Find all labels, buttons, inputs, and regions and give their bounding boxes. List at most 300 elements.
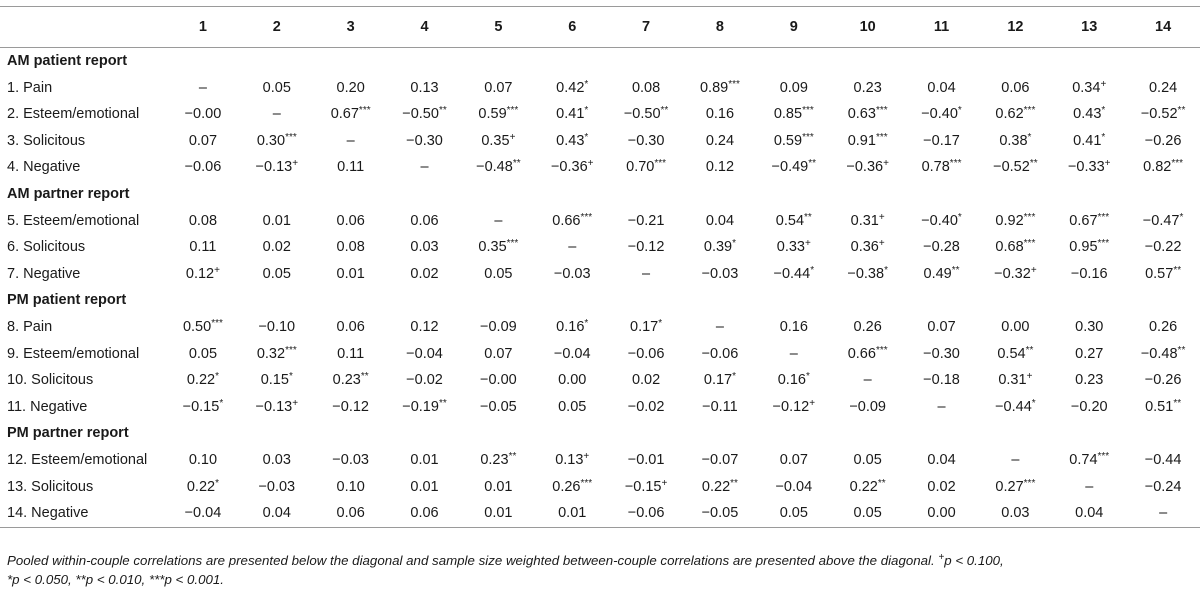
column-header-7: 7: [609, 7, 683, 48]
correlation-value: −0.13: [255, 159, 293, 176]
significance-marker: **: [808, 158, 817, 170]
row-label: 1. Pain: [7, 79, 53, 96]
correlation-cell: [166, 261, 240, 288]
correlation-cell: [240, 367, 314, 394]
correlation-value: 0.54: [775, 212, 805, 229]
correlation-cell: [1126, 128, 1200, 155]
correlation-cell: [978, 367, 1052, 394]
significance-marker: ***: [1023, 238, 1036, 250]
significance-marker: +: [509, 131, 516, 143]
correlation-value: −0.48: [476, 159, 513, 176]
significance-marker: **: [1029, 158, 1038, 170]
correlation-value: 0.06: [336, 505, 365, 522]
correlation-cell: [1052, 447, 1126, 474]
correlation-value: –: [863, 372, 872, 389]
correlation-cell: [609, 234, 683, 261]
section-title: AM patient report: [7, 53, 128, 69]
correlation-cell: [388, 101, 462, 128]
table-row: [0, 314, 1200, 341]
correlation-cell: [166, 394, 240, 421]
correlation-value: 0.02: [410, 265, 439, 282]
correlation-cell: [166, 208, 240, 235]
correlation-cell: [388, 314, 462, 341]
correlation-cell: [535, 75, 609, 102]
correlation-value: 0.03: [1001, 505, 1030, 522]
correlation-value: 0.05: [484, 265, 513, 282]
correlation-cell: [535, 341, 609, 368]
correlation-value: −0.13: [255, 398, 293, 415]
correlation-value: −0.26: [1144, 132, 1182, 149]
correlation-value: −0.21: [627, 212, 665, 229]
correlation-value: 0.91: [847, 132, 876, 149]
correlation-value: 0.03: [410, 239, 439, 256]
correlation-value: 0.92: [995, 212, 1024, 229]
correlation-value: 0.35: [478, 239, 507, 256]
significance-marker: ***: [1023, 105, 1036, 117]
correlation-cell: [388, 154, 462, 181]
column-header-4: 4: [388, 7, 462, 48]
significance-marker: +: [587, 158, 594, 170]
correlation-value: –: [642, 265, 651, 282]
correlation-value: −0.40: [921, 212, 958, 229]
table-row: [0, 394, 1200, 421]
significance-marker: *: [884, 264, 888, 276]
correlation-cell: [1052, 394, 1126, 421]
correlation-value: −0.03: [258, 478, 296, 495]
significance-marker: **: [1173, 264, 1182, 276]
correlation-value: −0.01: [627, 451, 665, 468]
correlation-cell: [978, 75, 1052, 102]
significance-marker: ***: [1097, 450, 1110, 462]
correlation-value: 0.06: [410, 505, 439, 522]
correlation-value: 0.11: [189, 239, 217, 256]
correlation-cell: [388, 261, 462, 288]
correlation-value: –: [1085, 478, 1094, 495]
correlation-value: 0.05: [853, 505, 882, 522]
row-label: 2. Esteem/emotional: [7, 106, 140, 123]
correlation-value: 0.41: [556, 106, 585, 123]
correlation-cell: [831, 447, 905, 474]
correlation-value: −0.12: [332, 398, 369, 415]
correlation-value: –: [1011, 451, 1020, 468]
correlation-value: 0.23: [853, 79, 882, 96]
table-row: [0, 447, 1200, 474]
correlation-value: −0.24: [1144, 478, 1182, 495]
significance-marker: *: [658, 317, 663, 329]
correlation-cell: [609, 314, 683, 341]
correlation-value: 0.06: [336, 212, 365, 229]
table-body: [0, 48, 1200, 528]
correlation-cell: [314, 75, 388, 102]
correlation-cell: [1052, 75, 1126, 102]
correlation-value: 0.24: [1148, 79, 1178, 96]
correlation-value: 0.07: [188, 132, 218, 149]
significance-marker: *: [288, 371, 293, 383]
significance-marker: **: [951, 264, 960, 276]
correlation-value: 0.11: [337, 345, 365, 362]
correlation-value: –: [937, 398, 946, 415]
correlation-value: 0.05: [188, 345, 218, 362]
correlation-value: –: [1159, 505, 1168, 522]
correlation-value: −0.12: [627, 239, 665, 256]
correlation-value: 0.07: [484, 79, 513, 96]
correlation-value: 0.34: [1072, 79, 1101, 96]
correlation-cell: [683, 394, 757, 421]
correlation-cell: [1052, 154, 1126, 181]
correlation-value: −0.15: [182, 398, 220, 415]
significance-marker: ***: [285, 344, 297, 356]
correlation-cell: [683, 500, 757, 527]
correlation-cell: [1126, 101, 1200, 128]
significance-marker: ***: [358, 105, 371, 117]
correlation-value: 0.42: [556, 79, 585, 96]
correlation-cell: [1126, 474, 1200, 501]
correlation-cell: [609, 394, 683, 421]
correlation-value: 0.78: [921, 159, 950, 176]
significance-marker: ***: [802, 105, 814, 117]
significance-marker: ***: [285, 131, 297, 143]
correlation-cell: [461, 101, 535, 128]
correlation-value: 0.04: [927, 451, 956, 468]
correlation-value: −0.16: [1070, 265, 1108, 282]
correlation-value: −0.04: [184, 505, 222, 522]
correlation-cell: [240, 234, 314, 261]
correlation-value: –: [494, 212, 503, 229]
correlation-cell: [905, 341, 979, 368]
significance-marker: *: [584, 131, 589, 143]
correlation-cell: [609, 154, 683, 181]
significance-marker: **: [660, 105, 669, 117]
significance-marker: +: [1100, 78, 1107, 90]
correlation-value: −0.09: [480, 318, 517, 335]
table-row: [0, 154, 1200, 181]
correlation-cell: [535, 447, 609, 474]
correlation-value: 0.07: [927, 318, 956, 335]
correlation-value: 0.31: [998, 372, 1027, 389]
correlation-cell: [757, 234, 831, 261]
correlation-cell: [535, 128, 609, 155]
correlation-value: –: [198, 79, 207, 96]
correlation-value: –: [346, 132, 355, 149]
correlation-value: 0.05: [853, 451, 882, 468]
correlation-cell: [905, 474, 979, 501]
correlation-value: 0.22: [186, 478, 216, 495]
correlation-value: 0.01: [336, 265, 365, 282]
significance-marker: *: [1101, 131, 1106, 143]
correlation-cell: [388, 367, 462, 394]
correlation-cell: [535, 261, 609, 288]
correlation-value: −0.12: [772, 398, 810, 415]
significance-marker: ***: [506, 105, 519, 117]
correlation-cell: [683, 474, 757, 501]
correlation-value: 0.33: [776, 239, 805, 256]
correlation-cell: [461, 447, 535, 474]
correlation-value: −0.03: [701, 265, 739, 282]
correlation-value: –: [568, 239, 577, 256]
significance-marker: ***: [580, 477, 593, 489]
correlation-value: 0.02: [631, 372, 661, 389]
correlation-cell: [240, 314, 314, 341]
correlation-value: 0.26: [552, 478, 581, 495]
correlation-value: −0.04: [775, 478, 813, 495]
correlation-value: −0.03: [553, 265, 591, 282]
correlation-cell: [1126, 367, 1200, 394]
correlation-value: 0.74: [1069, 451, 1098, 468]
correlation-value: 0.22: [186, 372, 216, 389]
correlation-value: 0.05: [262, 79, 291, 96]
correlation-cell: [831, 208, 905, 235]
correlation-cell: [905, 500, 979, 527]
significance-marker: *: [732, 371, 737, 383]
significance-marker: *: [584, 105, 589, 117]
correlation-value: 0.10: [336, 478, 365, 495]
correlation-value: 0.95: [1069, 239, 1098, 256]
correlation-cell: [757, 101, 831, 128]
correlation-value: 0.12: [705, 159, 735, 176]
significance-marker: **: [438, 397, 447, 409]
correlation-value: –: [272, 106, 281, 123]
table-row: [0, 208, 1200, 235]
correlation-cell: [905, 154, 979, 181]
correlation-value: 0.38: [999, 132, 1028, 149]
correlation-value: –: [715, 318, 724, 335]
table-row: [0, 261, 1200, 288]
correlation-value: −0.40: [921, 106, 958, 123]
correlation-cell: [905, 128, 979, 155]
correlation-cell: [757, 261, 831, 288]
section-title: PM patient report: [7, 292, 127, 309]
correlation-cell: [240, 154, 314, 181]
correlation-value: −0.06: [627, 505, 665, 522]
significance-marker: +: [661, 477, 668, 489]
correlation-cell: [314, 154, 388, 181]
correlation-value: −0.06: [627, 345, 665, 362]
significance-marker: +: [878, 238, 885, 250]
correlation-cell: [1052, 261, 1126, 288]
significance-marker: **: [508, 450, 517, 462]
correlation-cell: [240, 394, 314, 421]
correlation-cell: [240, 101, 314, 128]
correlation-cell: [166, 128, 240, 155]
significance-marker: ***: [1097, 238, 1110, 250]
row-label: 4. Negative: [7, 159, 81, 176]
correlation-cell: [166, 367, 240, 394]
correlation-value: −0.02: [627, 398, 665, 415]
correlation-value: 0.16: [779, 318, 808, 335]
correlation-cell: [609, 75, 683, 102]
correlation-value: 0.01: [558, 505, 587, 522]
correlation-cell: [978, 314, 1052, 341]
correlation-value: 0.30: [256, 132, 286, 149]
correlation-value: 0.05: [558, 398, 587, 415]
correlation-cell: [683, 314, 757, 341]
correlation-value: −0.38: [847, 265, 885, 282]
correlation-value: 0.11: [337, 159, 365, 176]
correlation-value: 0.12: [410, 318, 439, 335]
significance-marker: ***: [1097, 211, 1110, 223]
correlation-cell: [905, 314, 979, 341]
significance-marker: *: [732, 238, 737, 250]
significance-marker: ***: [949, 158, 962, 170]
correlation-cell: [535, 208, 609, 235]
correlation-cell: [978, 500, 1052, 527]
significance-marker: ***: [580, 211, 593, 223]
correlation-value: −0.44: [995, 398, 1032, 415]
correlation-value: −0.36: [846, 159, 884, 176]
significance-marker: +: [1104, 158, 1111, 170]
correlation-value: −0.07: [701, 451, 739, 468]
correlation-cell: [905, 234, 979, 261]
significance-marker: **: [1025, 344, 1034, 356]
correlation-value: −0.30: [627, 132, 665, 149]
correlation-cell: [240, 261, 314, 288]
correlation-cell: [166, 500, 240, 527]
correlation-value: 0.23: [332, 372, 361, 389]
column-header-1: 1: [166, 7, 240, 48]
correlation-value: 0.00: [927, 505, 956, 522]
correlation-value: 0.89: [699, 79, 729, 96]
correlation-value: 0.59: [773, 132, 803, 149]
correlation-cell: [1126, 234, 1200, 261]
correlation-cell: [1052, 101, 1126, 128]
correlation-value: 0.35: [481, 132, 510, 149]
row-label: 14. Negative: [0, 500, 166, 527]
correlation-cell: [1126, 341, 1200, 368]
correlation-cell: [461, 75, 535, 102]
correlation-cell: [609, 447, 683, 474]
correlation-cell: [314, 261, 388, 288]
correlation-cell: [683, 101, 757, 128]
correlation-value: −0.02: [406, 372, 443, 389]
correlation-cell: [1052, 314, 1126, 341]
correlation-cell: [609, 367, 683, 394]
correlation-value: −0.04: [553, 345, 591, 362]
correlation-cell: [831, 75, 905, 102]
correlation-cell: [609, 101, 683, 128]
row-label: 3. Solicitous: [7, 132, 86, 149]
correlation-cell: [535, 234, 609, 261]
correlation-value: −0.11: [702, 398, 738, 415]
correlation-cell: [905, 208, 979, 235]
correlation-cell: [1052, 128, 1126, 155]
significance-plus-symbol: +: [938, 552, 945, 563]
correlation-cell: [461, 234, 535, 261]
correlation-cell: [535, 101, 609, 128]
correlation-cell: [978, 234, 1052, 261]
correlation-cell: [388, 234, 462, 261]
correlation-value: 0.39: [703, 239, 733, 256]
correlation-cell: [388, 394, 462, 421]
correlation-value: −0.26: [1144, 372, 1182, 389]
correlation-value: 0.00: [558, 372, 587, 389]
correlation-value: −0.05: [480, 398, 517, 415]
correlation-cell: [683, 75, 757, 102]
table-row: [0, 474, 1200, 501]
correlation-value: 0.05: [779, 505, 808, 522]
significance-marker: ***: [654, 158, 667, 170]
correlation-cell: [683, 154, 757, 181]
significance-marker: *: [957, 105, 962, 117]
correlation-value: −0.22: [1144, 239, 1182, 256]
table-row: [0, 367, 1200, 394]
correlation-value: 0.01: [410, 451, 439, 468]
correlation-cell: [314, 208, 388, 235]
correlation-value: 0.08: [631, 79, 661, 96]
correlation-value: 0.68: [995, 239, 1024, 256]
correlation-cell: [461, 341, 535, 368]
significance-marker: **: [512, 158, 521, 170]
correlation-value: −0.47: [1142, 212, 1180, 229]
correlation-value: 0.07: [779, 451, 808, 468]
significance-marker: ***: [1171, 158, 1184, 170]
correlation-value: −0.00: [184, 106, 222, 123]
correlation-value: 0.13: [555, 451, 584, 468]
correlation-value: 0.00: [1001, 318, 1030, 335]
significance-marker: **: [730, 477, 738, 489]
correlation-value: –: [789, 345, 798, 362]
correlation-cell: [683, 367, 757, 394]
correlation-value: 0.24: [705, 132, 735, 149]
correlation-cell: [1052, 367, 1126, 394]
correlation-cell: [314, 474, 388, 501]
correlation-value: −0.10: [258, 318, 296, 335]
correlation-value: 0.04: [262, 505, 291, 522]
correlation-cell: [831, 128, 905, 155]
correlation-cell: [757, 447, 831, 474]
significance-marker: ***: [1023, 211, 1036, 223]
section-header-row: [0, 420, 1200, 447]
correlation-value: 0.67: [1069, 212, 1098, 229]
correlation-value: 0.26: [1148, 318, 1178, 335]
correlation-value: 0.02: [927, 478, 956, 495]
correlation-value: 0.32: [256, 345, 286, 362]
correlation-value: 0.13: [410, 79, 439, 96]
correlation-cell: [314, 128, 388, 155]
significance-marker: +: [292, 158, 299, 170]
correlation-value: 0.36: [850, 239, 879, 256]
correlation-cell: [609, 261, 683, 288]
significance-marker: ***: [875, 131, 888, 143]
correlation-value: −0.20: [1070, 398, 1108, 415]
footnote-text: Pooled within-couple correlations are presented below the diagonal and sample size weighted between-couple correlations are presented above the diagonal.: [7, 553, 939, 568]
significance-marker: *: [810, 264, 815, 276]
correlation-cell: [240, 208, 314, 235]
correlation-cell: [388, 500, 462, 527]
correlation-cell: [978, 447, 1052, 474]
correlation-value: −0.28: [923, 239, 960, 256]
correlation-value: −0.32: [994, 265, 1031, 282]
correlation-cell: [166, 447, 240, 474]
significance-marker: ***: [875, 105, 888, 117]
significance-marker: **: [360, 371, 369, 383]
correlation-cell: [388, 341, 462, 368]
correlation-value: −0.05: [701, 505, 739, 522]
row-label: 8. Pain: [7, 318, 53, 335]
correlation-cell: [1126, 261, 1200, 288]
correlation-value: −0.04: [406, 345, 443, 362]
significance-marker: *: [957, 211, 962, 223]
correlation-cell: [166, 75, 240, 102]
correlation-cell: [1052, 341, 1126, 368]
correlation-cell: [757, 154, 831, 181]
correlation-cell: [535, 154, 609, 181]
correlation-value: 0.06: [336, 318, 365, 335]
correlation-cell: [831, 234, 905, 261]
correlation-cell: [314, 101, 388, 128]
correlation-cell: [1126, 447, 1200, 474]
significance-marker: *: [584, 78, 589, 90]
row-label: 7. Negative: [7, 265, 81, 282]
